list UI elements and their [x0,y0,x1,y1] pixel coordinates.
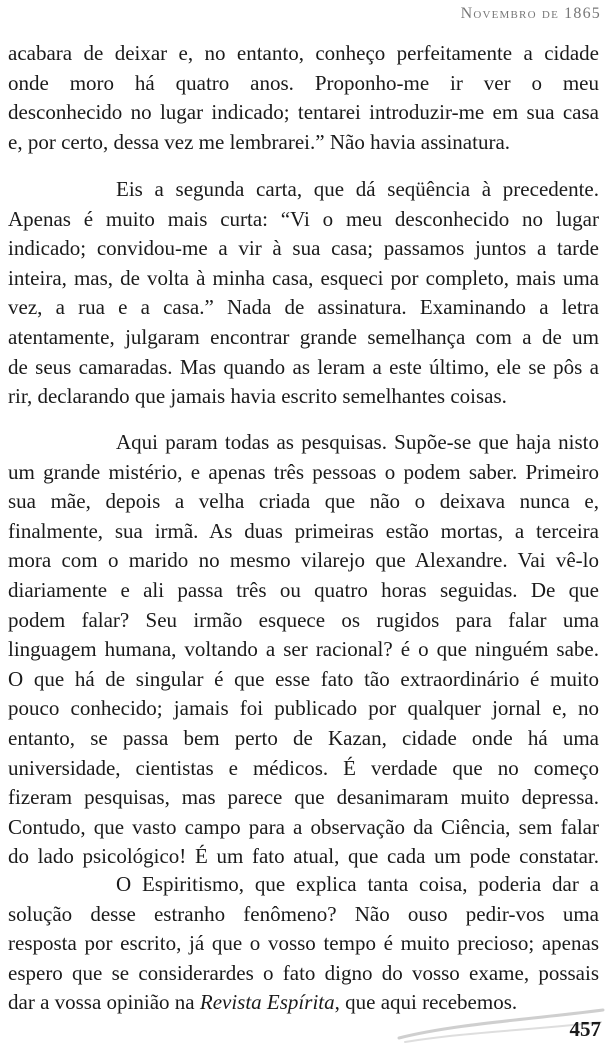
page-number: 457 [569,1017,601,1041]
text-run: dar a vossa opinião na [8,990,200,1015]
text-line: e, por certo, dessa vez me lembrarei.” Não havia assinatura. [8,129,511,154]
text-line: fizeram pesquisas, mas parece que desanimaram muito depressa. [8,785,599,810]
text-line: de seus camaradas. Mas quando as leram a este último, ele se pôs a [8,354,599,379]
text-line: entanto, se passa bem perto de Kazan, cidade onde há uma [8,725,599,750]
journal-title: Revista Espírita [199,990,335,1015]
running-header: Novembro de 1865 [460,5,601,22]
paragraph-3 [8,428,599,872]
text-line: universidade, cientistas e médicos. É verdade que no começo [8,755,599,780]
text-line: do lado psicológico! É um fato atual, que cada um pode constatar. [8,844,599,869]
paragraph-4 [8,870,599,1018]
text-line: finalmente, sua irmã. As duas primeiras estão mortas, a terceira [8,518,599,543]
text-line: acabara de deixar e, no entanto, conheço perfeitamente a cidade [8,41,599,65]
text-line [8,870,599,900]
paragraph-2 [8,175,599,412]
text-line: diariamente e ali passa três ou quatro horas seguidas. De que [8,577,599,602]
text-line: Contudo, que vasto campo para a observação da Ciência, sem falar [8,814,599,839]
text-line: pouco conhecido; jamais foi publicado por qualquer jornal e, no [8,696,599,721]
text-line: resposta por escrito, já que o vosso tempo é muito precioso; apenas [8,931,599,956]
text-line: O que há de singular é que esse fato tão extraordinário é muito [8,666,599,691]
text-line-content: Aqui param todas as pesquisas. Supõe-se que haja nisto [116,430,599,454]
text-line: espero que se considerardes o fato digno do vosso exame, possais [8,960,599,985]
text-line: inteira, mas, de volta à minha casa, esqueci por completo, mais uma [8,265,599,290]
text-line: indicado; convidou-me a vir à sua casa; passamos juntos a tarde [8,236,599,261]
text-line: linguagem humana, voltando a ser racional? é o que ninguém sabe. [8,637,599,662]
text-line: vez, a rua e a casa.” Nada de assinatura. Examinando a letra [8,295,599,320]
text-line: onde moro há quatro anos. Proponho-me ir ver o meu [8,70,599,95]
text-line: sua mãe, depois a velha criada que não o deixava nunca e, [8,489,599,514]
text-line-content: O Espiritismo, que explica tanta coisa, poderia dar a [116,872,599,896]
text-line [8,175,599,205]
text-run: , que aqui recebemos. [334,990,518,1015]
text-line: um grande mistério, e apenas três pessoas o podem saber. Primeiro [8,459,599,484]
text-line: desconhecido no lugar indicado; tentarei introduzir-me em sua casa [8,100,599,125]
text-line: mora com o marido no mesmo vilarejo que Alexandre. Vai vê-lo [8,548,599,573]
text-line-content: Eis a segunda carta, que dá seqüência à precedente. [116,177,599,201]
text-line: solução desse estranho fenômeno? Não ouso pedir-vos uma [8,901,599,926]
paragraph-1 [8,39,599,157]
text-line: podem falar? Seu irmão esquece os rugidos para falar uma [8,607,599,632]
text-line [8,428,599,458]
text-line: Apenas é muito mais curta: “Vi o meu desconhecido no lugar [8,206,599,231]
text-line: atentamente, julgaram encontrar grande semelhança com a de um [8,324,599,349]
text-line: rir, declarando que jamais havia escrito semelhantes coisas. [8,384,507,409]
